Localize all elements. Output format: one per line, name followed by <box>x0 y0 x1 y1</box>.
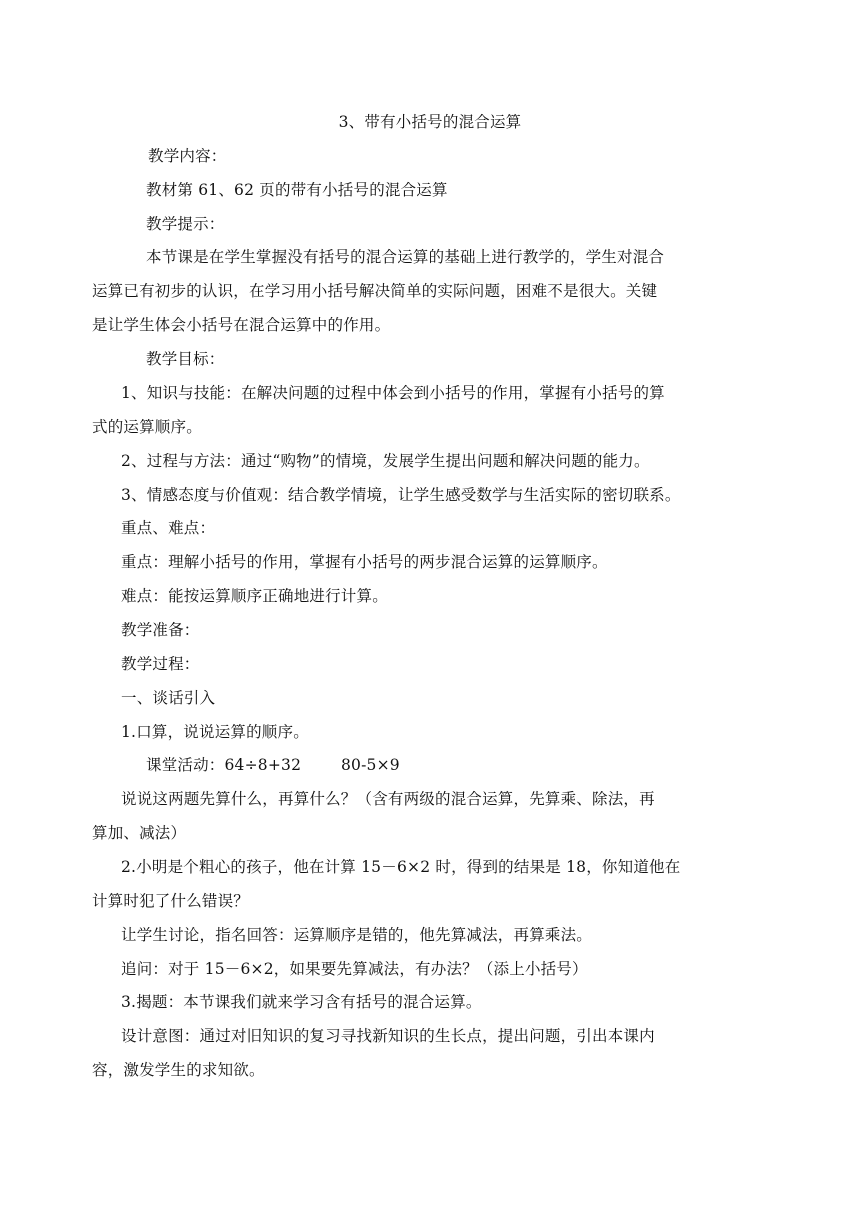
key-point: 重点：理解小括号的作用，掌握有小括号的两步混合运算的运算顺序。 <box>121 553 608 571</box>
paragraph-tips-line-1: 本节课是在学生掌握没有括号的混合运算的基础上进行教学的，学生对混合 <box>146 248 665 266</box>
goal-3: 3、情感态度与价值观：结合教学情境，让学生感受数学与生活实际的密切联系。 <box>121 486 681 504</box>
heading-process: 教学过程： <box>121 655 200 673</box>
question-line-1: 说说这两题先算什么，再算什么？（含有两级的混合运算，先算乘、除法，再 <box>121 790 655 808</box>
paragraph-tips-line-2: 运算已有初步的认识，在学习用小括号解决简单的实际问题，困难不是很大。关键 <box>92 282 658 300</box>
paragraph-textbook-pages: 教材第 61、62 页的带有小括号的混合运算 <box>146 181 448 199</box>
goal-1-line-1: 1、知识与技能：在解决问题的过程中体会到小括号的作用，掌握有小括号的算 <box>121 384 665 402</box>
step-1-mental-math: 1.口算，说说运算的顺序。 <box>121 723 309 741</box>
class-activity-expression-2: 80-5×9 <box>341 756 400 774</box>
design-intent-line-2: 容，激发学生的求知欲。 <box>92 1061 265 1079</box>
question-line-2: 算加、减法） <box>92 824 187 842</box>
heading-teaching-goals: 教学目标： <box>146 350 225 368</box>
paragraph-tips-line-3: 是让学生体会小括号在混合运算中的作用。 <box>92 316 391 334</box>
goal-2: 2、过程与方法：通过“购物”的情境，发展学生提出问题和解决问题的能力。 <box>121 452 650 470</box>
heading-key-points: 重点、难点： <box>121 519 216 537</box>
section-intro-heading: 一、谈话引入 <box>121 689 216 707</box>
document-title: 3、带有小括号的混合运算 <box>338 113 522 131</box>
step-2-line-2: 计算时犯了什么错误？ <box>92 892 250 910</box>
heading-teaching-tips: 教学提示： <box>146 215 225 233</box>
step-2-line-1: 2.小明是个粗心的孩子，他在计算 15－6×2 时，得到的结果是 18，你知道他在 <box>121 858 681 876</box>
follow-up-question: 追问：对于 15－6×2，如果要先算减法，有办法？（添上小括号） <box>121 960 588 978</box>
class-activity-expression-1: 课堂活动：64÷8+32 <box>146 756 302 774</box>
discussion-answer: 让学生讨论，指名回答：运算顺序是错的，他先算减法，再算乘法。 <box>121 926 593 944</box>
heading-preparation: 教学准备： <box>121 621 200 639</box>
design-intent-line-1: 设计意图：通过对旧知识的复习寻找新知识的生长点，提出问题，引出本课内 <box>121 1027 655 1045</box>
difficult-point: 难点：能按运算顺序正确地进行计算。 <box>121 587 388 605</box>
heading-teaching-content: 教学内容： <box>148 147 227 165</box>
step-3-topic-reveal: 3.揭题：本节课我们就来学习含有括号的混合运算。 <box>121 993 482 1011</box>
goal-1-line-2: 式的运算顺序。 <box>92 418 202 436</box>
